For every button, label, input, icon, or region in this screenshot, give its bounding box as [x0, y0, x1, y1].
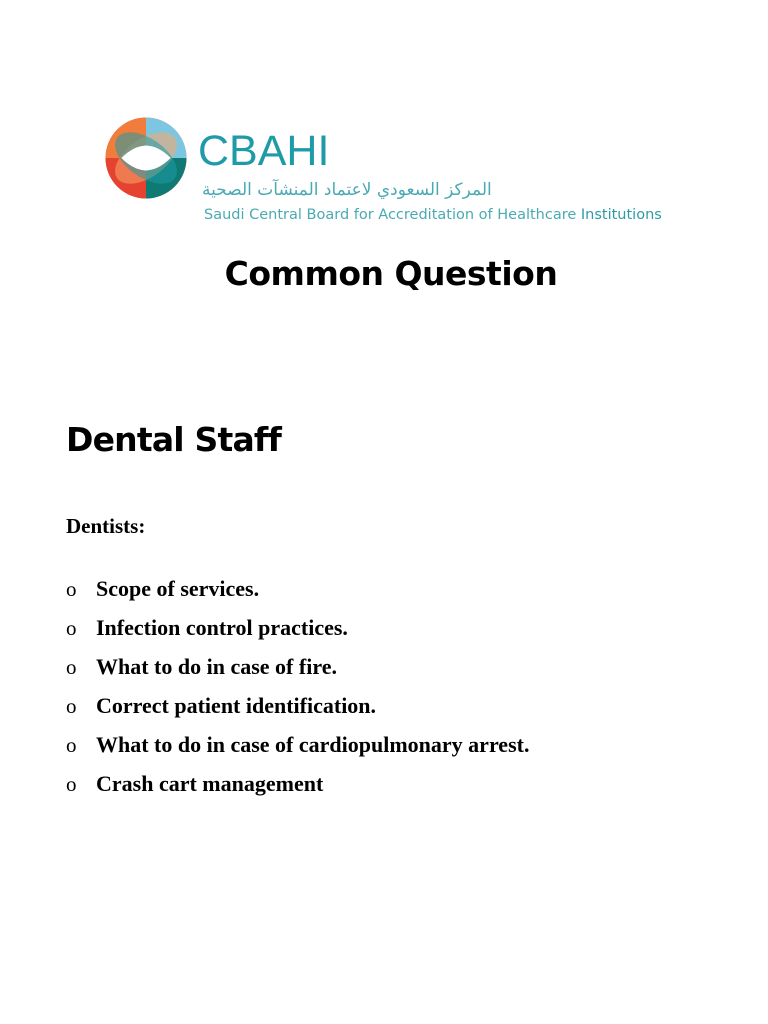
- list-item: [66, 654, 529, 693]
- section-title: Dental Staff: [66, 420, 282, 459]
- cbahi-circular-logo-icon: [102, 114, 190, 202]
- list-item-text: Crash cart management: [96, 771, 324, 796]
- bullet-icon: o: [66, 577, 77, 601]
- page-title: Common Question: [224, 254, 558, 293]
- cbahi-logo: [102, 112, 682, 232]
- subheading: Dentists:: [66, 514, 146, 538]
- list-item-text: Scope of services.: [96, 576, 260, 601]
- bullet-icon: o: [66, 616, 77, 640]
- bullet-icon: o: [66, 772, 77, 796]
- list-item-text: Infection control practices.: [96, 615, 348, 640]
- list-item: [66, 576, 529, 615]
- bullet-icon: o: [66, 733, 77, 757]
- logo-english-name-emphasis: Institutions: [580, 207, 662, 223]
- list-item: [66, 771, 529, 810]
- bullet-icon: o: [66, 655, 77, 679]
- list-item-text: Correct patient identification.: [96, 693, 377, 718]
- logo-arabic-name: المركز السعودي لاعتماد المنشآت الصحية: [202, 180, 492, 200]
- logo-wordmark: CBAHI: [198, 127, 330, 175]
- question-list: [66, 576, 529, 810]
- list-item: [66, 615, 529, 654]
- list-item-text: What to do in case of cardiopulmonary arrest.: [96, 732, 530, 757]
- bullet-icon: o: [66, 694, 77, 718]
- logo-english-name-main: Saudi Central Board for Accreditation of Healthcare: [204, 207, 581, 223]
- list-item-text: What to do in case of fire.: [96, 654, 337, 679]
- list-item: [66, 693, 529, 732]
- logo-english-name: [204, 208, 662, 223]
- list-item: [66, 732, 529, 771]
